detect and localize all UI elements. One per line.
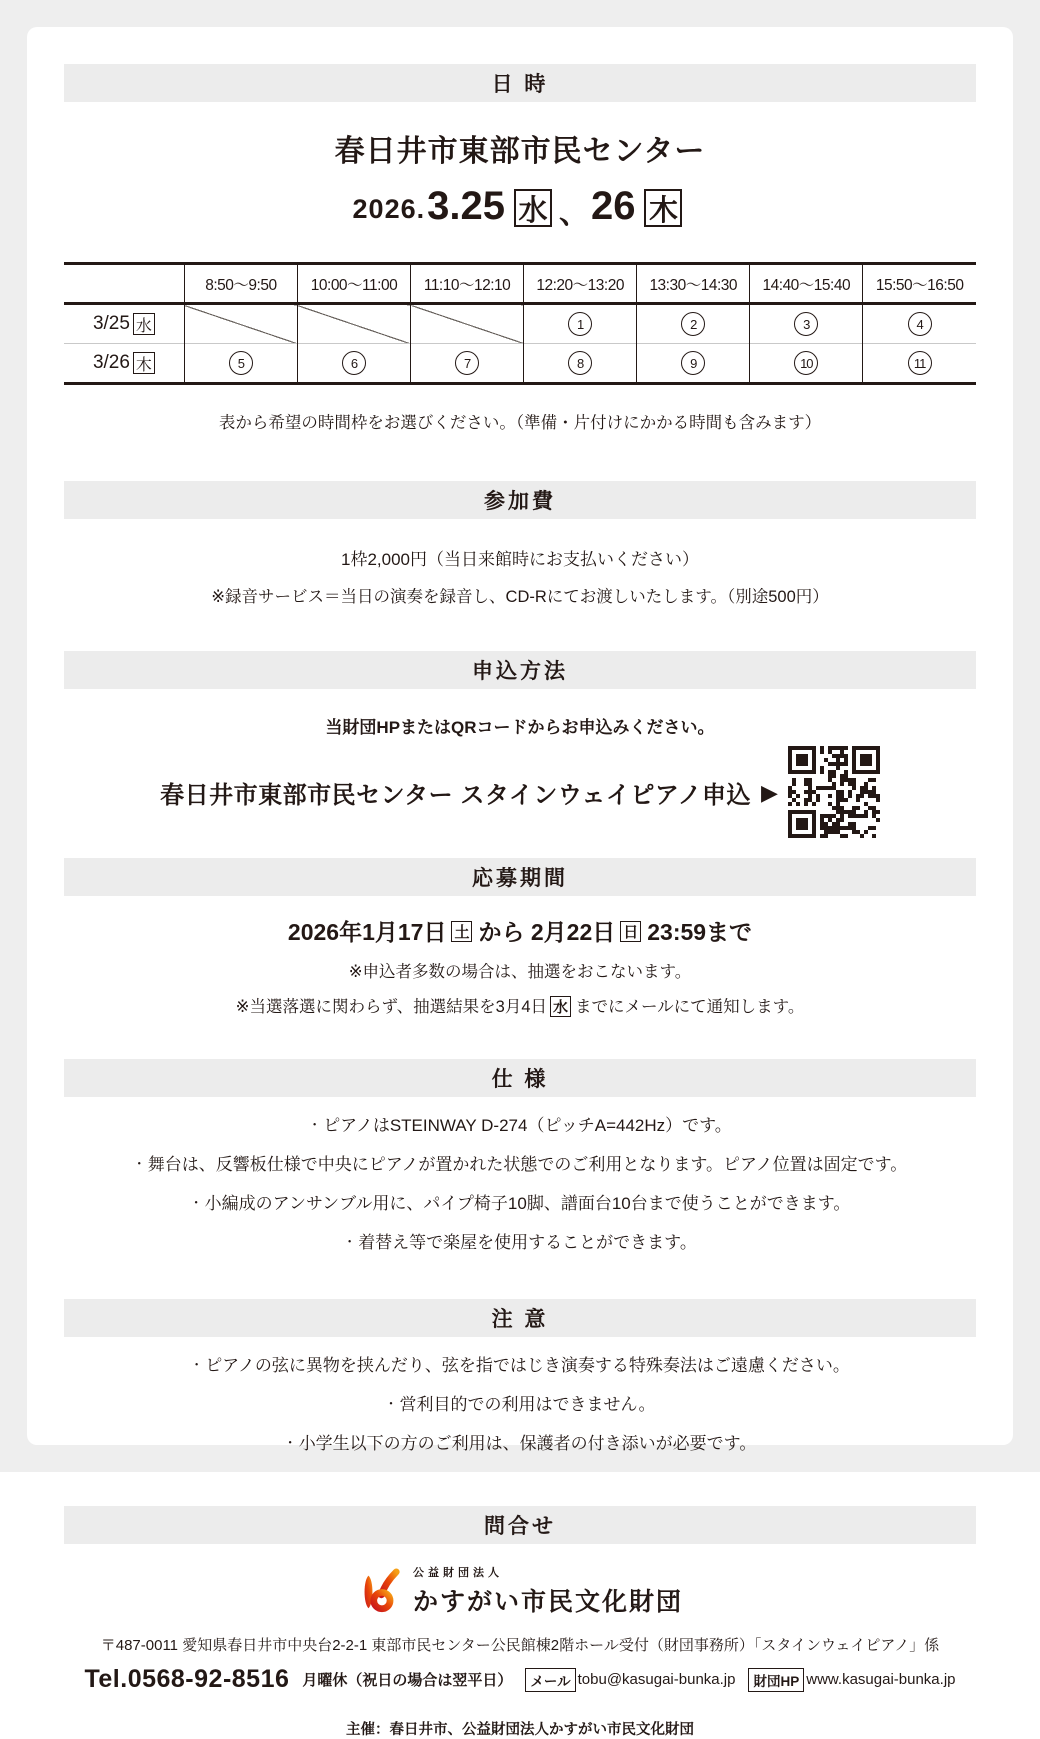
section-header-fee-label: 参加費 xyxy=(484,490,556,513)
mail-address: tobu@kasugai-bunka.jp xyxy=(577,1671,736,1688)
date-day-first: 3.25 xyxy=(427,183,505,228)
time-header: 15:50～16:50 xyxy=(863,264,976,304)
period-from: 2026年1月17日 xyxy=(287,919,447,945)
website-label-box: 財団HP xyxy=(748,1668,804,1692)
weekday-box-thu: 木 xyxy=(644,189,682,227)
apply-lead-text: 当財団HPまたはQRコードからお申込みください。 xyxy=(325,718,715,737)
table-row-mar26 xyxy=(64,344,976,384)
time-header: 13:30～14:30 xyxy=(637,264,750,304)
application-period xyxy=(64,914,976,947)
section-header-spec xyxy=(64,1059,976,1097)
date-day-second: 26 xyxy=(590,183,636,228)
result-note-post: までにメールにて通知します。 xyxy=(575,998,805,1016)
spec-item xyxy=(64,1228,976,1253)
caution-item xyxy=(64,1429,976,1454)
slot-number: 7 xyxy=(455,351,479,375)
apply-link-row xyxy=(64,746,976,838)
row-date-label: 3/26 xyxy=(92,352,130,373)
section-header-caution-label: 注 意 xyxy=(491,1308,549,1331)
lottery-note: ※申込者多数の場合は、抽選をおこないます。 xyxy=(348,963,692,981)
spec-item xyxy=(64,1189,976,1214)
bullet-icon: ・ xyxy=(343,1234,357,1249)
bullet-icon: ・ xyxy=(283,1435,297,1450)
slot-number: 10 xyxy=(794,351,818,375)
weekday-box-wed-small: 水 xyxy=(550,996,571,1017)
row-date-label: 3/25 xyxy=(92,313,130,334)
date-separator: 、 xyxy=(558,197,589,230)
apply-link-label: 春日井市東部市民センター スタインウェイピアノ申込 xyxy=(160,781,751,809)
slot-number: 3 xyxy=(794,312,818,336)
closed-days: 月曜休（祝日の場合は翌平日） xyxy=(302,1672,513,1689)
section-header-datetime-label: 日 時 xyxy=(491,73,549,96)
spec-item-text: 舞台は、反響板仕様で中央にピアノが置かれた状態でのご利用となります。ピアノ位置は固定です。 xyxy=(147,1155,908,1174)
caution-item-text: ピアノの弦に異物を挟んだり、弦を指ではじき演奏する特殊奏法はご遠慮ください。 xyxy=(205,1356,850,1375)
slot-number: 1 xyxy=(568,312,592,336)
website-pair xyxy=(748,1668,955,1692)
mail-pair xyxy=(525,1668,735,1692)
website-url: www.kasugai-bunka.jp xyxy=(806,1671,956,1688)
slot-cell xyxy=(297,344,410,384)
slot-cell xyxy=(524,304,637,344)
bullet-icon: ・ xyxy=(308,1117,322,1132)
time-header: 14:40～15:40 xyxy=(750,264,863,304)
phone-number: Tel.0568-92-8516 xyxy=(84,1665,290,1693)
bullet-icon: ・ xyxy=(190,1357,204,1372)
spec-item xyxy=(64,1150,976,1175)
time-header: 10:00～11:00 xyxy=(297,264,410,304)
contact-address: 〒487-0011 愛知県春日井市中央台2-2-1 東部市民センター公民館棟2階ホール受付（財団事務所）「スタインウェイピアノ」係 xyxy=(100,1637,940,1654)
slot-number: 8 xyxy=(568,351,592,375)
spec-item-text: 小編成のアンサンブル用に、パイプ椅子10脚、譜面台10台まで使うことができます。 xyxy=(204,1194,851,1213)
slot-unavailable-cell xyxy=(411,304,524,344)
table-row-mar25 xyxy=(64,304,976,344)
foundation-logo-row xyxy=(64,1564,976,1618)
section-header-caution xyxy=(64,1299,976,1337)
slot-number: 4 xyxy=(908,312,932,336)
section-header-spec-label: 仕 様 xyxy=(491,1068,549,1091)
slot-number: 11 xyxy=(908,351,932,375)
time-header: 8:50～9:50 xyxy=(184,264,297,304)
fee-recording-note: ※録音サービス＝当日の演奏を録音し、CD-Rにてお渡しいたします。（別途500円） xyxy=(211,588,829,606)
section-header-inquiry-label: 問合せ xyxy=(484,1515,556,1538)
bullet-icon: ・ xyxy=(132,1156,146,1171)
weekday-box-sun: 日 xyxy=(620,921,641,942)
timeslot-corner-cell xyxy=(64,264,184,304)
slot-number: 9 xyxy=(681,351,705,375)
event-date xyxy=(64,180,976,232)
weekday-box-sat: 土 xyxy=(451,921,472,942)
weekday-box-wed: 水 xyxy=(514,189,552,227)
caution-item-text: 営利目的での利用はできません。 xyxy=(399,1395,656,1414)
caution-item xyxy=(64,1351,976,1376)
row-label-cell xyxy=(64,304,184,344)
period-until: 23:59まで xyxy=(647,919,753,945)
row-label-cell xyxy=(64,344,184,384)
section-header-fee xyxy=(64,481,976,519)
bullet-icon: ・ xyxy=(384,1396,398,1411)
slot-cell xyxy=(750,344,863,384)
caution-item-text: 小学生以下の方のご利用は、保護者の付き添いが必要です。 xyxy=(298,1434,757,1453)
section-header-period xyxy=(64,858,976,896)
spec-item xyxy=(64,1111,976,1136)
result-note-pre: ※当選落選に関わらず、抽選結果を3月4日 xyxy=(235,998,547,1016)
foundation-type: 公益財団法人 xyxy=(412,1567,503,1579)
slot-number: 6 xyxy=(342,351,366,375)
qr-code xyxy=(788,746,880,838)
caution-item xyxy=(64,1390,976,1415)
slot-cell xyxy=(750,304,863,344)
slot-cell xyxy=(637,304,750,344)
date-year: 2026. xyxy=(352,193,426,224)
slot-unavailable-cell xyxy=(297,304,410,344)
timeslot-note: 表から希望の時間枠をお選びください。（準備・片付けにかかる時間も含みます） xyxy=(218,414,822,432)
arrow-right-icon: ▶ xyxy=(760,780,778,805)
slot-cell xyxy=(524,344,637,384)
timeslot-header-row xyxy=(64,264,976,304)
period-mid: から 2月22日 xyxy=(478,919,616,945)
section-header-apply xyxy=(64,651,976,689)
slot-cell xyxy=(863,304,976,344)
result-note xyxy=(64,993,976,1017)
slot-unavailable-cell xyxy=(184,304,297,344)
time-header: 12:20～13:20 xyxy=(524,264,637,304)
timeslot-table xyxy=(64,262,976,385)
time-header: 11:10～12:10 xyxy=(411,264,524,304)
slot-number: 2 xyxy=(681,312,705,336)
spec-item-text: ピアノはSTEINWAY D-274（ピッチA=442Hz）です。 xyxy=(323,1116,732,1135)
foundation-name xyxy=(413,1564,683,1618)
section-header-period-label: 応募期間 xyxy=(472,867,568,890)
venue-title: 春日井市東部市民センター xyxy=(334,135,706,168)
section-header-apply-label: 申込方法 xyxy=(472,660,568,683)
contact-details-row xyxy=(64,1665,976,1694)
bullet-icon: ・ xyxy=(189,1195,203,1210)
slot-cell xyxy=(863,344,976,384)
fee-amount: 1枠2,000円（当日来館時にお支払いください） xyxy=(341,550,699,569)
flyer-card xyxy=(27,27,1013,1738)
slot-cell xyxy=(411,344,524,384)
mail-label-box: メール xyxy=(525,1668,575,1692)
spec-item-text: 着替え等で楽屋を使用することができます。 xyxy=(358,1233,697,1252)
foundation-title: かすがい市民文化財団 xyxy=(412,1588,683,1616)
slot-cell xyxy=(637,344,750,384)
foundation-logo-icon xyxy=(357,1566,403,1616)
row-weekday-box: 水 xyxy=(133,313,155,335)
section-header-inquiry xyxy=(64,1506,976,1544)
slot-cell xyxy=(184,344,297,384)
organizer-line: 主催：春日井市、公益財団法人かすがい市民文化財団 xyxy=(346,1722,694,1738)
slot-number: 5 xyxy=(229,351,253,375)
row-weekday-box: 木 xyxy=(133,352,155,374)
section-header-datetime xyxy=(64,64,976,102)
